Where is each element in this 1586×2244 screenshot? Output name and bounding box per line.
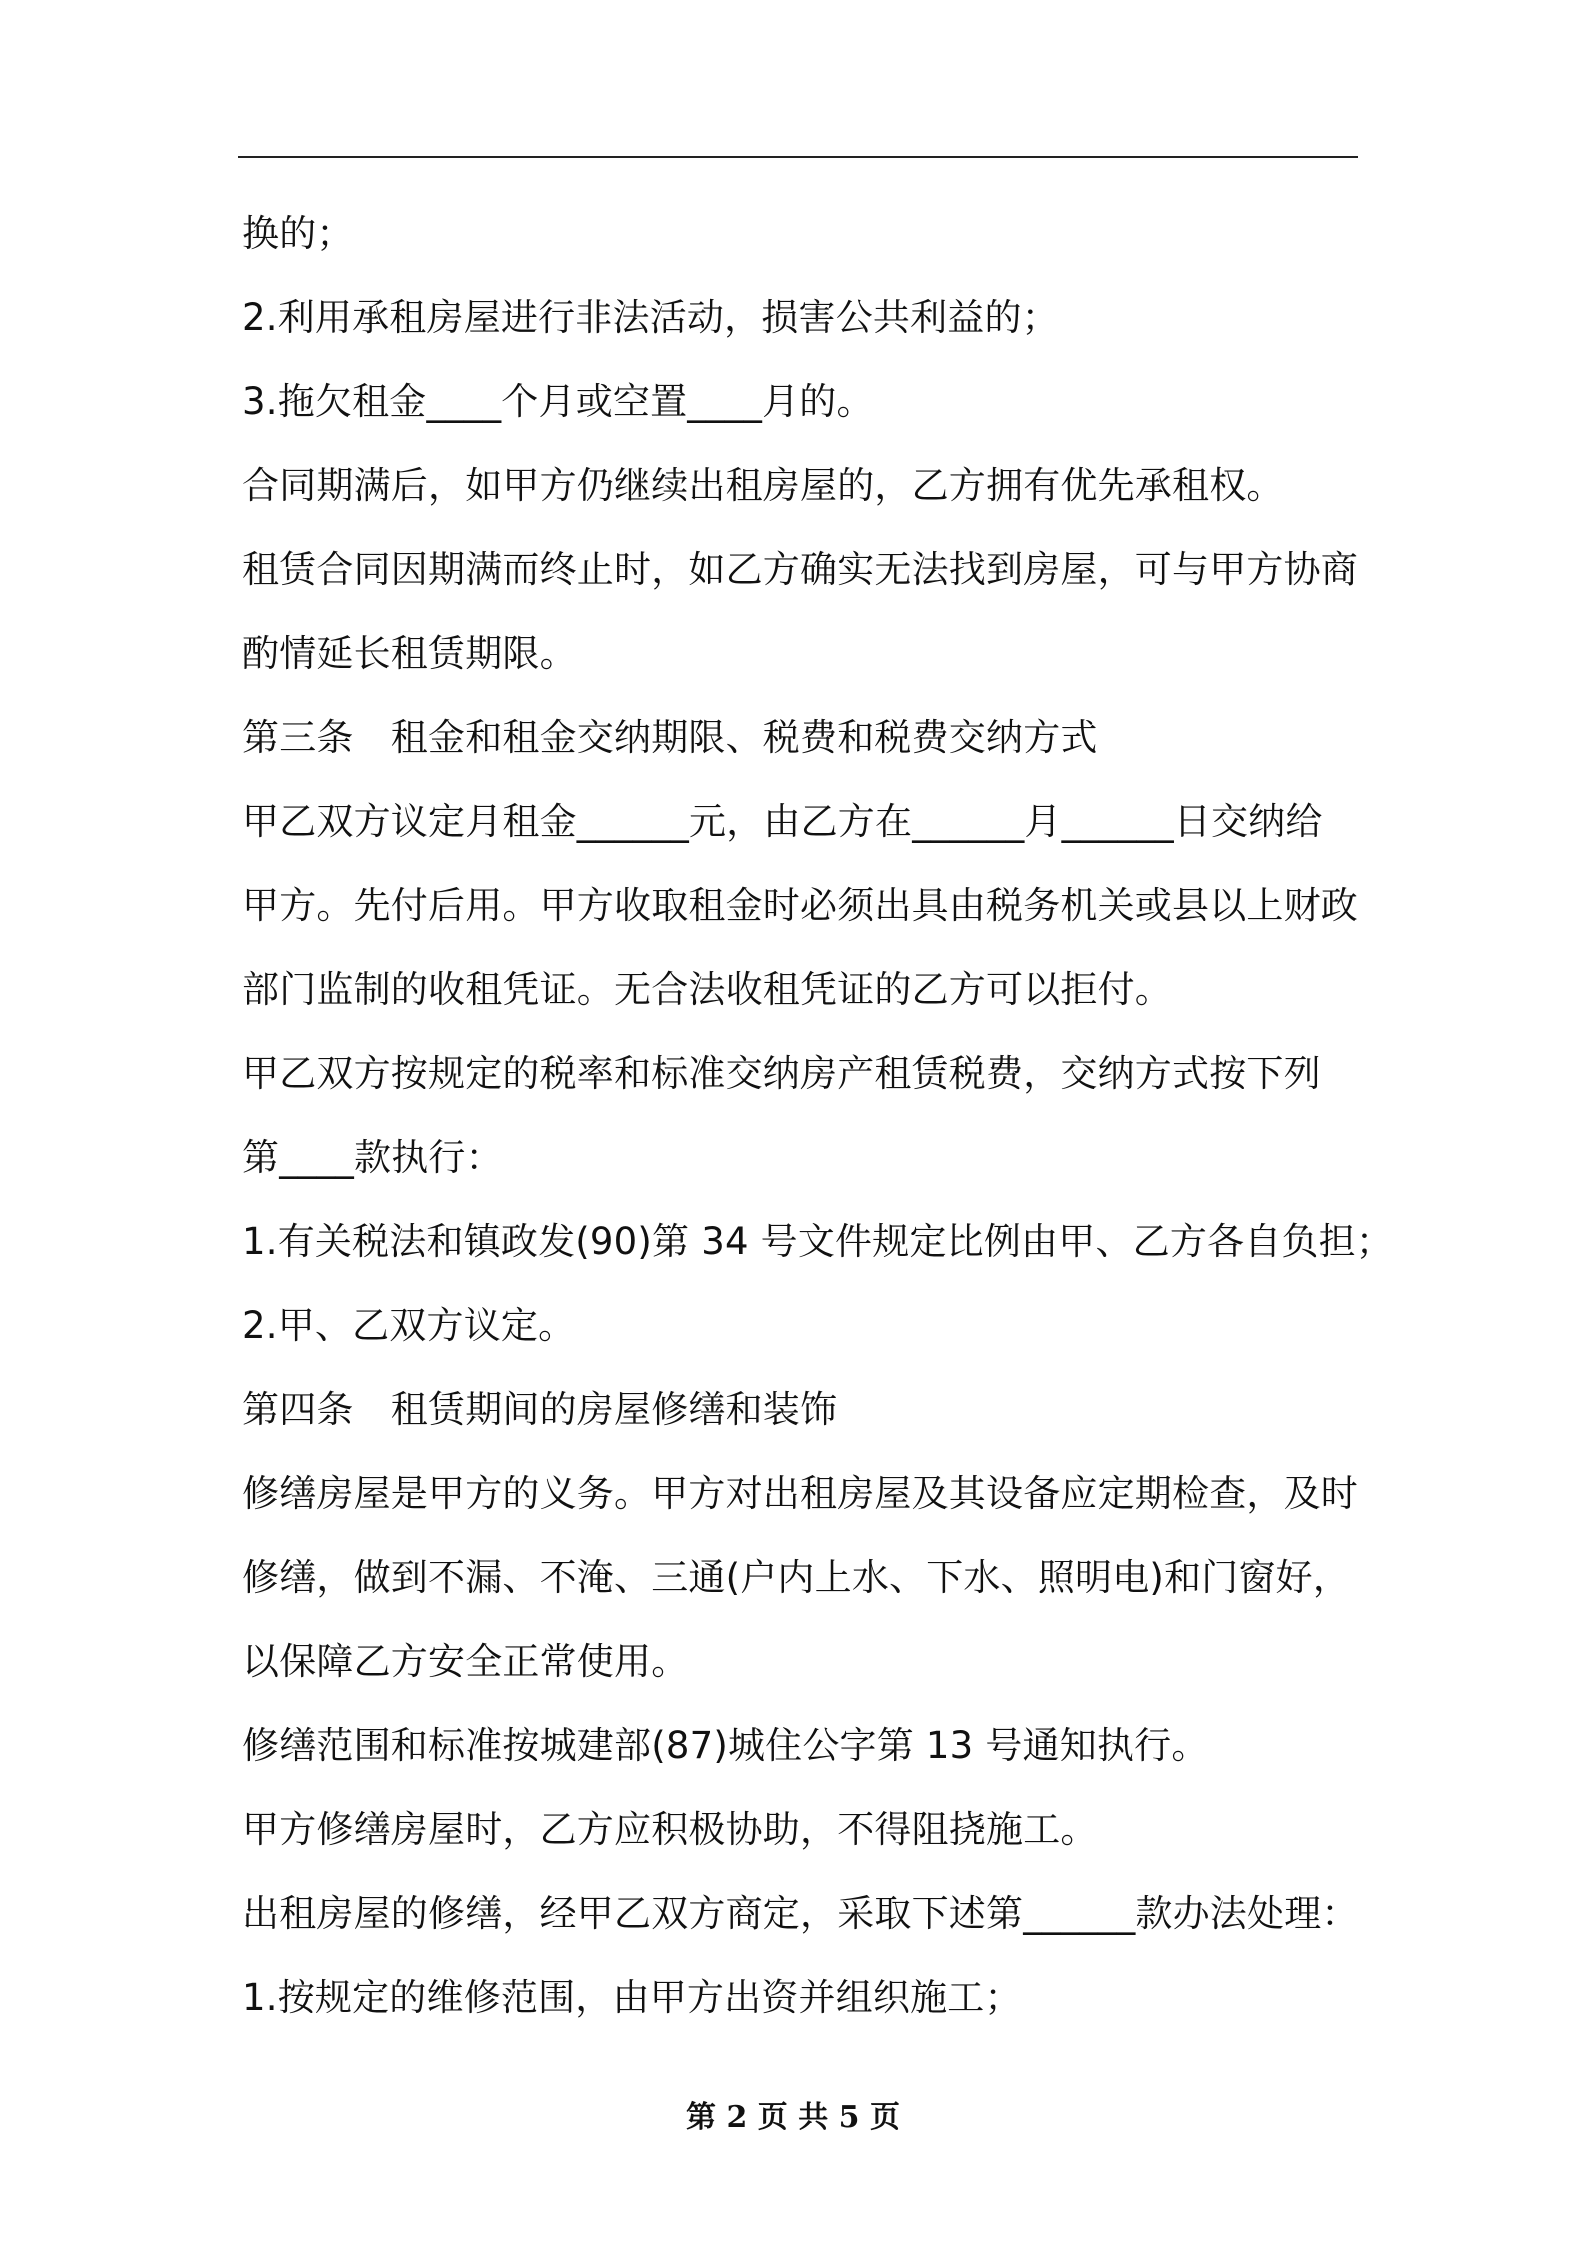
text-line: 酌情延长租赁期限。 [242,632,577,675]
page-number-footer: 第 2 页 共 5 页 [686,2100,900,2135]
text-line: 部门监制的收租凭证。无合法收租凭证的乙方可以拒付。 [242,968,1172,1011]
text-line: 甲乙双方按规定的税率和标准交纳房产租赁税费，交纳方式按下列 [242,1052,1321,1095]
text-line: 修缮房屋是甲方的义务。甲方对出租房屋及其设备应定期检查，及时 [242,1472,1358,1515]
section-heading: 第四条 租赁期间的房屋修缮和装饰 [242,1388,838,1431]
text-line: 3.拖欠租金____个月或空置____月的。 [242,380,874,423]
text-line: 修缮范围和标准按城建部(87)城住公字第 13 号通知执行。 [242,1724,1209,1767]
text-line: 换的； [242,212,354,255]
text-line: 第____款执行： [242,1136,503,1179]
text-line: 1.按规定的维修范围，由甲方出资并组织施工； [242,1976,1022,2019]
text-line: 甲乙双方议定月租金______元，由乙方在______月______日交纳给 [242,800,1323,843]
text-line: 出租房屋的修缮，经甲乙双方商定，采取下述第______款办法处理： [242,1892,1359,1935]
document-body [242,192,1394,2040]
header-rule [238,156,1358,158]
text-line: 修缮，做到不漏、不淹、三通(户内上水、下水、照明电)和门窗好， [242,1556,1351,1599]
text-line: 租赁合同因期满而终止时，如乙方确实无法找到房屋，可与甲方协商 [242,548,1358,591]
text-line: 以保障乙方安全正常使用。 [242,1640,689,1683]
text-line: 合同期满后，如甲方仍继续出租房屋的，乙方拥有优先承租权。 [242,464,1284,507]
text-line: 2.利用承租房屋进行非法活动，损害公共利益的； [242,296,1059,339]
text-line: 2.甲、乙双方议定。 [242,1304,576,1347]
text-line: 1.有关税法和镇政发(90)第 34 号文件规定比例由甲、乙方各自负担； [242,1220,1394,1263]
text-line: 甲方修缮房屋时，乙方应积极协助，不得阻挠施工。 [242,1808,1098,1851]
text-line: 甲方。先付后用。甲方收取租金时必须出具由税务机关或县以上财政 [242,884,1358,927]
section-heading: 第三条 租金和租金交纳期限、税费和税费交纳方式 [242,716,1098,759]
